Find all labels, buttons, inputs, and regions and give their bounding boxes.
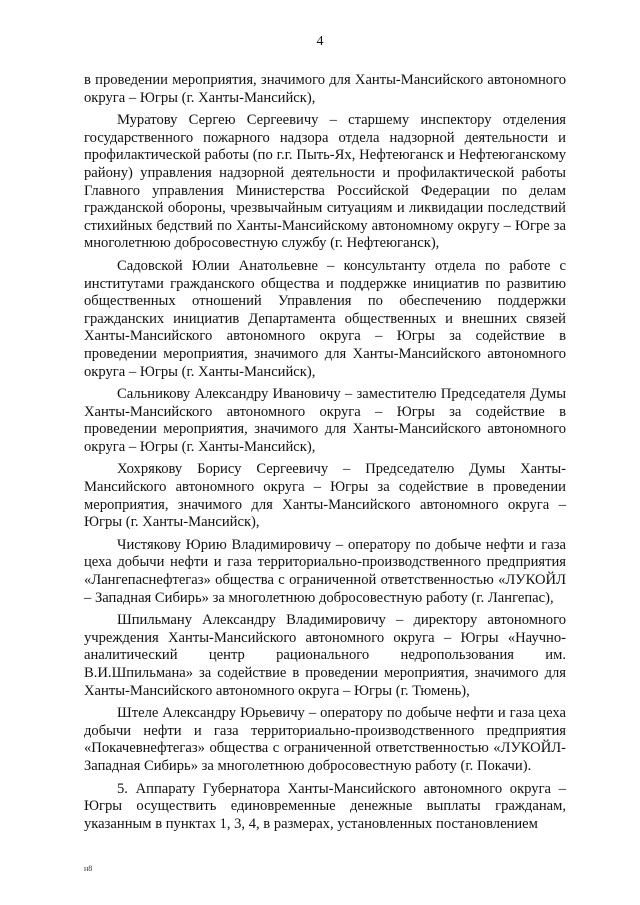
paragraph-muratov: Муратову Сергею Сергеевичу – старшему инспектору отделения государственного пожарного надзора отдела надзорной деятельности и профилактической работы (по г.г. Пыть-Ях, Нефтеюганск и Нефтеюганскому району) управления надзорной деятельности и профилактической работы Главного управления Министерства Российской Федерации по делам гражданской обороны, чрезвычайным ситуациям и ликвидации последствий стихийных бедствий по Ханты-Мансийскому автономному округу – Югре за многолетнюю добросовестную службу (г. Нефтеюганск), <box>84 112 566 252</box>
document-body <box>84 72 566 838</box>
paragraph-item-5: 5. Аппарату Губернатора Ханты-Мансийского автономного округа – Югры осуществить единовременные денежные выплаты гражданам, указанным в пунктах 1, 3, 4, в размерах, установленных постановлением <box>84 780 566 832</box>
paragraph-shpilman: Шпильману Александру Владимировичу – директору автономного учреждения Ханты-Мансийского автономного округа – Югры «Научно-аналитический центр рационального недропользования им. В.И.Шпильмана» за содействие в проведении мероприятия, значимого для Ханты-Мансийского автономного округа – Югры (г. Тюмень), <box>84 612 566 699</box>
page-number: 4 <box>316 34 324 49</box>
footer-mark: н8 <box>84 864 93 873</box>
paragraph-shtele: Штеле Александру Юрьевичу – оператору по добыче нефти и газа цеха добычи нефти и газа территориально-производственного предприятия «Покачевнефтегаз» общества с ограниченной ответственностью «ЛУКОЙЛ-Западная Сибирь» за многолетнюю добросовестную работу (г. Покачи). <box>84 705 566 774</box>
paragraph-khokhryakov: Хохрякову Борису Сергеевичу – Председателю Думы Ханты-Мансийского автономного округа – Югры за содействие в проведении мероприятия, значимого для Ханты-Мансийского автономного округа – Югры (г. Ханты-Мансийск), <box>84 461 566 531</box>
paragraph-salnikov: Сальникову Александру Ивановичу – заместителю Председателя Думы Ханты-Мансийского автономного округа – Югры за содействие в проведении мероприятия, значимого для Ханты-Мансийского автономного округа – Югры (г. Ханты-Мансийск), <box>84 386 566 455</box>
paragraph-chistyakov: Чистякову Юрию Владимировичу – оператору по добыче нефти и газа цеха добычи нефти и газа территориально-производственного предприятия «Лангепаснефтегаз» общества с ограниченной ответственностью «ЛУКОЙЛ – Западная Сибирь» за многолетнюю добросовестную работу (г. Лангепас), <box>84 536 566 606</box>
paragraph-continuation: в проведении мероприятия, значимого для Ханты-Мансийского автономного округа – Югры (г. Ханты-Мансийск), <box>84 72 566 106</box>
paragraph-sadovskaya: Садовской Юлии Анатольевне – консультанту отдела по работе с институтами гражданского общества и поддержке инициатив по развитию общественных отношений Управления по обеспечению поддержки гражданских инициатив Департамента общественных и внешних связей Ханты-Мансийского автономного округа – Югры за содействие в проведении мероприятия, значимого для Ханты-Мансийского автономного округа – Югры (г. Ханты-Мансийск), <box>84 257 566 380</box>
